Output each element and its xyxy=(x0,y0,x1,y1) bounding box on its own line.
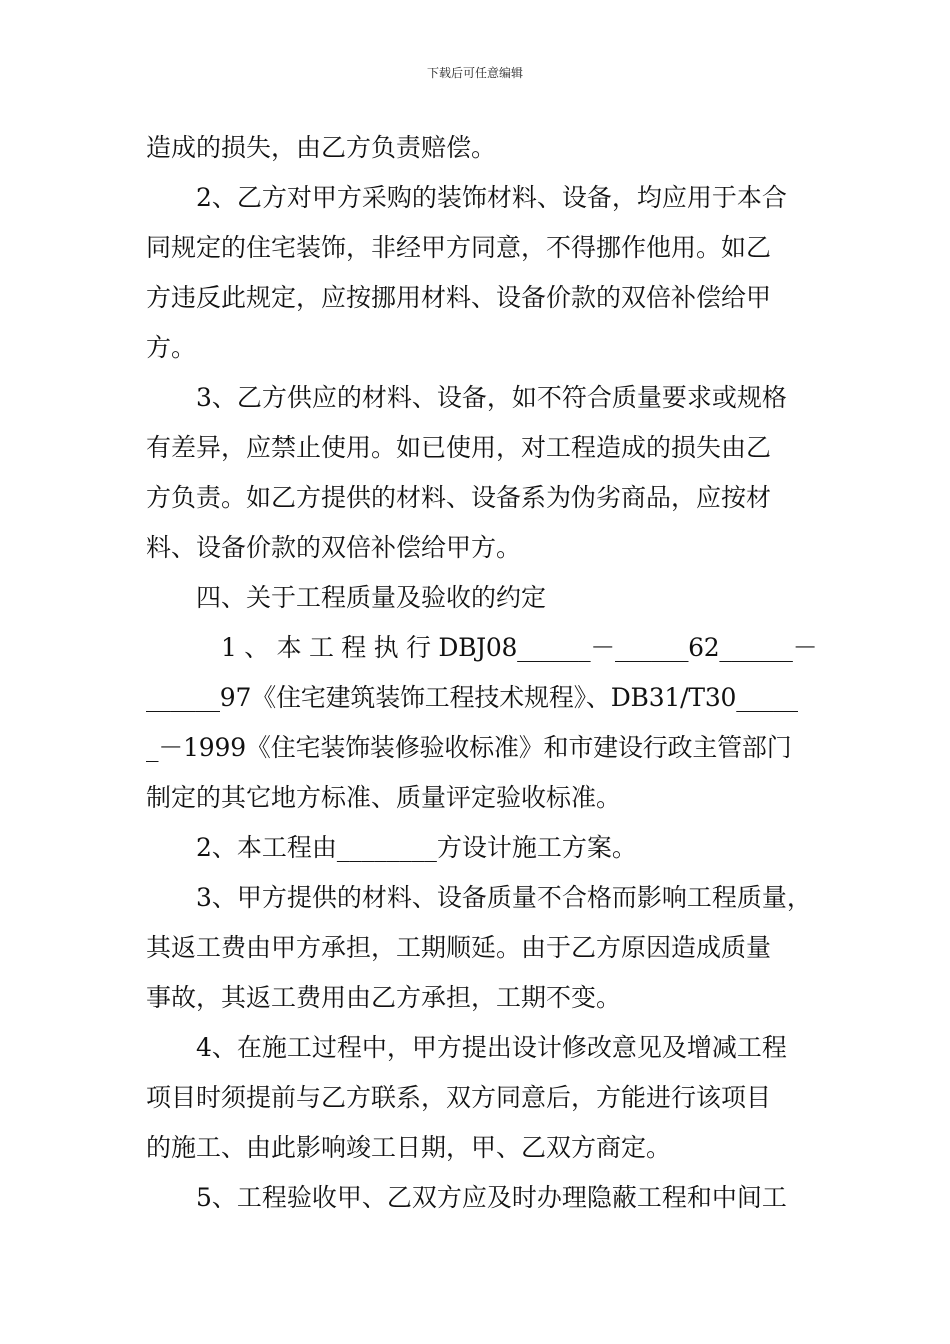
text-line: 3、甲方提供的材料、设备质量不合格而影响工程质量， xyxy=(196,883,812,912)
text-line: 2、本工程由________方设计施工方案。 xyxy=(196,833,637,862)
text-line: 5、工程验收甲、乙双方应及时办理隐蔽工程和中间工 xyxy=(196,1183,787,1212)
text-line: 4、在施工过程中，甲方提出设计修改意见及增减工程 xyxy=(196,1033,787,1062)
text-line: 制定的其它地方标准、质量评定验收标准。 xyxy=(146,783,622,812)
text-line: _－1999《住宅装饰装修验收标准》和市建设行政主管部门 xyxy=(146,733,792,762)
text-line: 方。 xyxy=(146,333,197,362)
section-heading: 四、关于工程质量及验收的约定 xyxy=(196,583,547,612)
text-line: 2、乙方对甲方采购的装饰材料、设备，均应用于本合 xyxy=(196,183,787,212)
text-line: 方负责。如乙方提供的材料、设备系为伪劣商品，应按材 xyxy=(146,483,772,512)
text-line: 料、设备价款的双倍补偿给甲方。 xyxy=(146,533,522,562)
text-line: 1 、 本 工 程 执 行 DBJ08______－______62______－ xyxy=(221,633,818,662)
page-header: 下载后可任意编辑 xyxy=(426,66,523,80)
text-line: 同规定的住宅装饰，非经甲方同意，不得挪作他用。如乙 xyxy=(146,233,772,262)
text-line: 其返工费由甲方承担，工期顺延。由于乙方原因造成质量 xyxy=(146,933,772,962)
text-line: 项目时须提前与乙方联系，双方同意后，方能进行该项目 xyxy=(146,1083,772,1112)
text-line: 3、乙方供应的材料、设备，如不符合质量要求或规格 xyxy=(196,383,787,412)
text-line: 方违反此规定，应按挪用材料、设备价款的双倍补偿给甲 xyxy=(146,283,772,312)
text-line: 的施工、由此影响竣工日期，甲、乙双方商定。 xyxy=(146,1133,672,1162)
text-line: 有差异，应禁止使用。如已使用，对工程造成的损失由乙 xyxy=(146,433,772,462)
text-line: 事故，其返工费用由乙方承担，工期不变。 xyxy=(146,983,622,1012)
text-line: 造成的损失，由乙方负责赔偿。 xyxy=(146,133,497,162)
text-line: ______97《住宅建筑装饰工程技术规程》、DB31/T30_____ xyxy=(146,683,798,712)
